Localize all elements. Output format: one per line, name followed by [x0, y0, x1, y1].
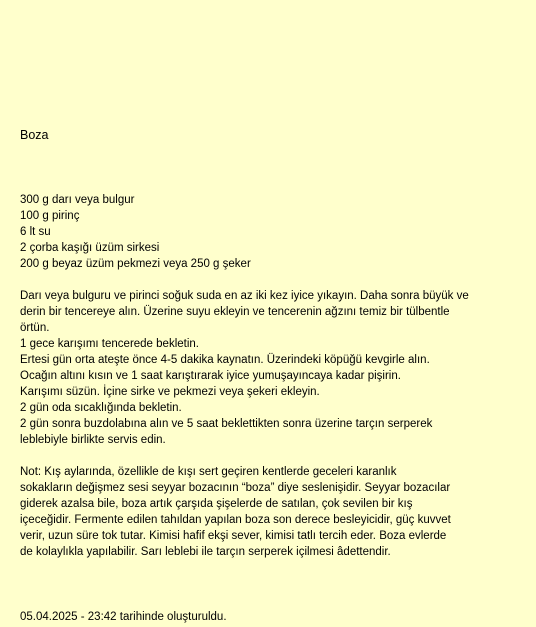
- instruction-line: derin bir tencereye alın. Üzerine suyu ekleyin ve tencerenin ağzını temiz bir tülbentle: [20, 306, 450, 318]
- created-timestamp: 05.04.2025 - 23:42 tarihinde oluşturuldu.: [20, 611, 227, 623]
- note-line: sokakların değişmez sesi seyyar bozacının “boza” diye seslenişidir. Seyyar bozacılar: [20, 482, 451, 494]
- note-text: [20, 464, 516, 560]
- ingredient-item: 6 lt su: [20, 226, 51, 238]
- instruction-line: Karışımı süzün. İçine sirke ve pekmezi veya şekeri ekleyin.: [20, 386, 320, 398]
- ingredient-item: 300 g darı veya bulgur: [20, 194, 135, 206]
- recipe-title: Boza: [20, 128, 49, 142]
- ingredient-item: 2 çorba kaşığı üzüm sirkesi: [20, 242, 160, 254]
- instruction-line: 1 gece karışımı tencerede bekletin.: [20, 338, 199, 350]
- instruction-line: Ertesi gün orta ateşte önce 4-5 dakika kaynatın. Üzerindeki köpüğü kevgirle alın.: [20, 354, 430, 366]
- instruction-line: 2 gün oda sıcaklığında bekletin.: [20, 402, 182, 414]
- instruction-line: Darı veya bulguru ve pirinci soğuk suda en az iki kez iyice yıkayın. Daha sonra büyük ve: [20, 290, 469, 302]
- note-line: verir, uzun süre tok tutar. Kimisi hafif ekşi sever, kimisi tatlı tercih eder. Boza evlerde: [20, 530, 447, 542]
- ingredients-list: [20, 192, 251, 272]
- note-line: de kolaylıkla yapılabilir. Sarı leblebi ile tarçın serperek içilmesi âdettendir.: [20, 546, 391, 558]
- note-line: giderek azalsa bile, boza artık çarşıda şişelerde de satılan, çok sevilen bir kış: [20, 498, 413, 510]
- instructions-text: [20, 288, 516, 448]
- instruction-line: 2 gün sonra buzdolabına alın ve 5 saat beklettikten sonra üzerine tarçın serperek: [20, 418, 433, 430]
- ingredient-item: 200 g beyaz üzüm pekmezi veya 250 g şeker: [20, 258, 251, 270]
- instruction-line: Ocağın altını kısın ve 1 saat karıştırarak iyice yumuşayıncaya kadar pişirin.: [20, 370, 401, 382]
- note-line: içeceğidir. Fermente edilen tahıldan yapılan boza son derece besleyicidir, güç kuvvet: [20, 514, 451, 526]
- ingredient-item: 100 g pirinç: [20, 210, 80, 222]
- instruction-line: örtün.: [20, 322, 50, 334]
- instruction-line: leblebiyle birlikte servis edin.: [20, 434, 166, 446]
- note-line: Not: Kış aylarında, özellikle de kışı sert geçiren kentlerde geceleri karanlık: [20, 466, 397, 478]
